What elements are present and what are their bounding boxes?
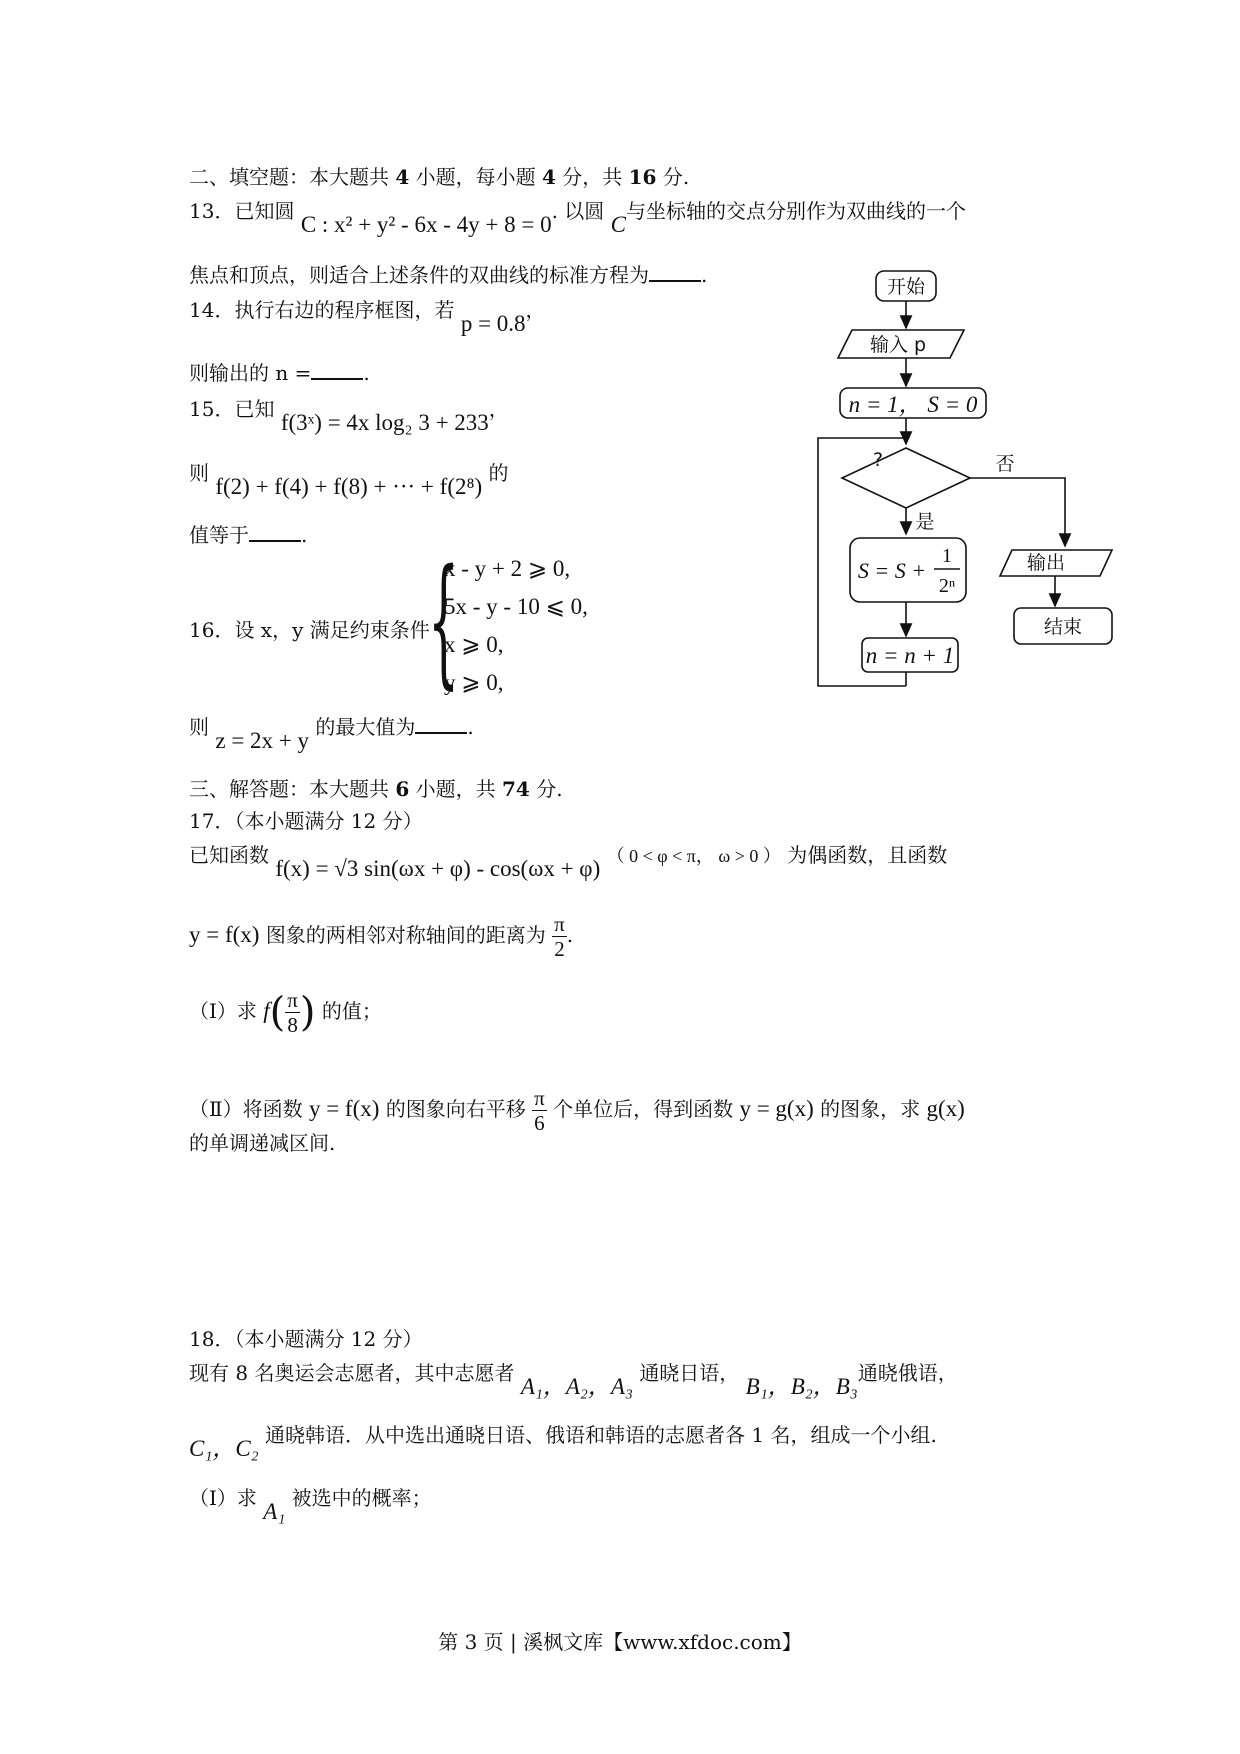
condition-placeholder: ? [872, 449, 884, 471]
question-text: 的单调递减区间. [189, 1131, 336, 1155]
question-15-line3 [189, 522, 307, 548]
function-symbol: g(x) [926, 1096, 965, 1121]
update-n-label: n = n + 1 [865, 643, 955, 668]
question-17-line2 [189, 912, 573, 961]
question-18-line1 [189, 1360, 958, 1399]
left-paren: ( [269, 989, 286, 1036]
part-label: （Ⅰ）求 [189, 1486, 257, 1510]
question-label: 15．已知 [189, 397, 275, 421]
numerator: π [534, 1086, 545, 1110]
heading-total: 74 [502, 777, 530, 801]
parameter-condition: （ 0 < φ < π， ω > 0 ） [606, 846, 781, 866]
question-16 [189, 617, 430, 643]
question-label: 14．执行右边的程序框图，若 [189, 298, 455, 322]
period: . [363, 361, 370, 385]
numerator: π [287, 988, 298, 1012]
right-paren: ) [299, 989, 316, 1036]
question-text: 个单位后，得到函数 [553, 1097, 734, 1121]
heading-count: 6 [395, 777, 410, 801]
constraint: x - y + 2 ⩾ 0, [444, 556, 571, 581]
no-label: 否 [995, 453, 1015, 475]
start-label: 开始 [886, 276, 926, 298]
fraction-denominator: 2ⁿ [938, 575, 956, 597]
function-symbol: y = f(x) [189, 922, 260, 947]
question-18-line2 [189, 1422, 937, 1461]
p-value: p = 0.8 [460, 311, 526, 336]
fraction-pi-over-8 [285, 988, 300, 1037]
question-17-part2 [189, 1086, 965, 1135]
answer-blank [249, 522, 301, 542]
denominator: 8 [287, 1013, 298, 1037]
question-17-part2-line2 [189, 1130, 335, 1156]
volunteer-symbol: A₁ [263, 1499, 286, 1524]
function-symbol: f [263, 998, 270, 1023]
constraint: x ⩾ 0, [444, 632, 504, 657]
question-text: 与坐标轴的交点分别作为双曲线的一个 [626, 199, 966, 223]
program-flowchart [800, 266, 1130, 706]
answer-blank [649, 262, 701, 282]
answer-blank [415, 714, 467, 734]
period: . [467, 715, 474, 739]
question-text: 被选中的概率； [291, 1486, 432, 1510]
japanese-volunteers: A₁，A₂，A₃ [520, 1374, 633, 1399]
question-text: 值等于 [189, 523, 249, 547]
question-text: 焦点和顶点，则适合上述条件的双曲线的标准方程为 [189, 263, 649, 287]
question-text: . 以圆 [551, 199, 605, 223]
question-18-part1 [189, 1485, 432, 1524]
fraction-numerator: 1 [942, 545, 952, 567]
fraction-pi-over-2 [552, 912, 567, 961]
question-text: 则 [189, 461, 209, 485]
heading-total: 16 [628, 165, 657, 189]
objective-function: z = 2x + y [215, 728, 310, 753]
question-label: 18．（本小题满分 12 分） [189, 1327, 423, 1351]
function-definition: f(x) = √3 sin(ωx + φ) - cos(ωx + φ) [275, 856, 601, 881]
question-text: 则 [189, 715, 209, 739]
question-text: 通晓日语， [639, 1361, 740, 1385]
function-symbol: y = f(x) [308, 1096, 380, 1121]
answer-blank [311, 360, 363, 380]
heading-points: 4 [542, 165, 556, 189]
question-17-label [189, 808, 423, 834]
question-label: 13．已知圆 [189, 199, 295, 223]
period: . [301, 523, 308, 547]
question-14-line2 [189, 360, 370, 386]
circle-symbol: C [610, 212, 626, 237]
korean-volunteers: C₁，C₂ [189, 1436, 259, 1461]
section2-heading [189, 164, 689, 190]
decision-diamond [842, 448, 970, 508]
update-s-label: S = S + [857, 558, 927, 583]
question-17-line1 [189, 842, 948, 881]
constraint: 5x - y - 10 ⩽ 0, [444, 594, 588, 619]
heading-text: 小题，每小题 [409, 165, 542, 189]
heading-text: 分，共 [555, 165, 629, 189]
heading-text: 分. [656, 165, 690, 189]
sum-expression: f(2) + f(4) + f(8) + ··· + f(2⁸) [215, 474, 483, 499]
question-15 [189, 396, 509, 435]
section3-heading [189, 776, 563, 802]
part-label: （Ⅰ）求 [189, 999, 257, 1023]
heading-text: 分. [529, 777, 563, 801]
comma: ， [525, 298, 546, 322]
question-18-label [189, 1326, 423, 1352]
part-label: （Ⅱ）将函数 [189, 1097, 303, 1121]
function-definition: f(3ˣ) = 4x log₂ 3 + 233 [280, 410, 489, 435]
circle-equation: C : x² + y² - 6x - 4y + 8 = 0 [300, 212, 552, 237]
question-text: 通晓俄语， [857, 1361, 958, 1385]
output-label: 输出 [1026, 552, 1066, 574]
heading-text: 小题，共 [409, 777, 502, 801]
left-brace: { [428, 540, 460, 703]
question-16-line2 [189, 714, 474, 753]
question-text: 则输出的 n = [189, 361, 312, 385]
question-13 [189, 198, 966, 237]
question-label: 16．设 x，y 满足约束条件 [189, 618, 430, 642]
heading-text: 三、解答题：本大题共 [189, 777, 396, 801]
question-text: 为偶函数，且函数 [787, 843, 948, 867]
fraction-pi-over-6 [532, 1086, 547, 1135]
question-text: 的图象向右平移 [385, 1097, 526, 1121]
question-14 [189, 297, 546, 336]
period: . [566, 923, 574, 947]
yes-label: 是 [915, 511, 935, 533]
russian-volunteers: B₁，B₂，B₃ [745, 1374, 858, 1399]
init-label: n = 1， S = 0 [848, 392, 978, 417]
denominator: 2 [554, 937, 565, 961]
question-text: 的值； [321, 999, 382, 1023]
comma: ， [488, 397, 509, 421]
end-label: 结束 [1043, 616, 1083, 638]
function-symbol: y = g(x) [739, 1096, 814, 1121]
question-text: 现有 8 名奥运会志愿者，其中志愿者 [189, 1361, 515, 1385]
question-text: 通晓韩语．从中选出通晓日语、俄语和韩语的志愿者各 1 名，组成一个小组. [265, 1423, 937, 1447]
question-text: 的 [488, 461, 509, 485]
question-15-line2 [189, 460, 509, 499]
heading-text: 二、填空题：本大题共 [189, 165, 396, 189]
question-13-line2 [189, 262, 707, 288]
question-text: 已知函数 [189, 843, 269, 867]
input-label: 输入 p [869, 334, 927, 356]
period: . [701, 263, 708, 287]
question-17-part1 [189, 988, 382, 1037]
question-text: 的图象，求 [820, 1097, 921, 1121]
page-footer: 第 3 页 | 溪枫文库【www.xfdoc.com】 [438, 1630, 802, 1654]
denominator: 6 [534, 1111, 545, 1135]
numerator: π [554, 912, 565, 936]
question-label: 17．（本小题满分 12 分） [189, 809, 423, 833]
question-text: 的最大值为 [315, 715, 416, 739]
constraint-system [444, 550, 588, 702]
constraint: y ⩾ 0, [444, 670, 504, 695]
heading-count: 4 [395, 165, 410, 189]
question-text: 图象的两相邻对称轴间的距离为 [265, 923, 546, 947]
